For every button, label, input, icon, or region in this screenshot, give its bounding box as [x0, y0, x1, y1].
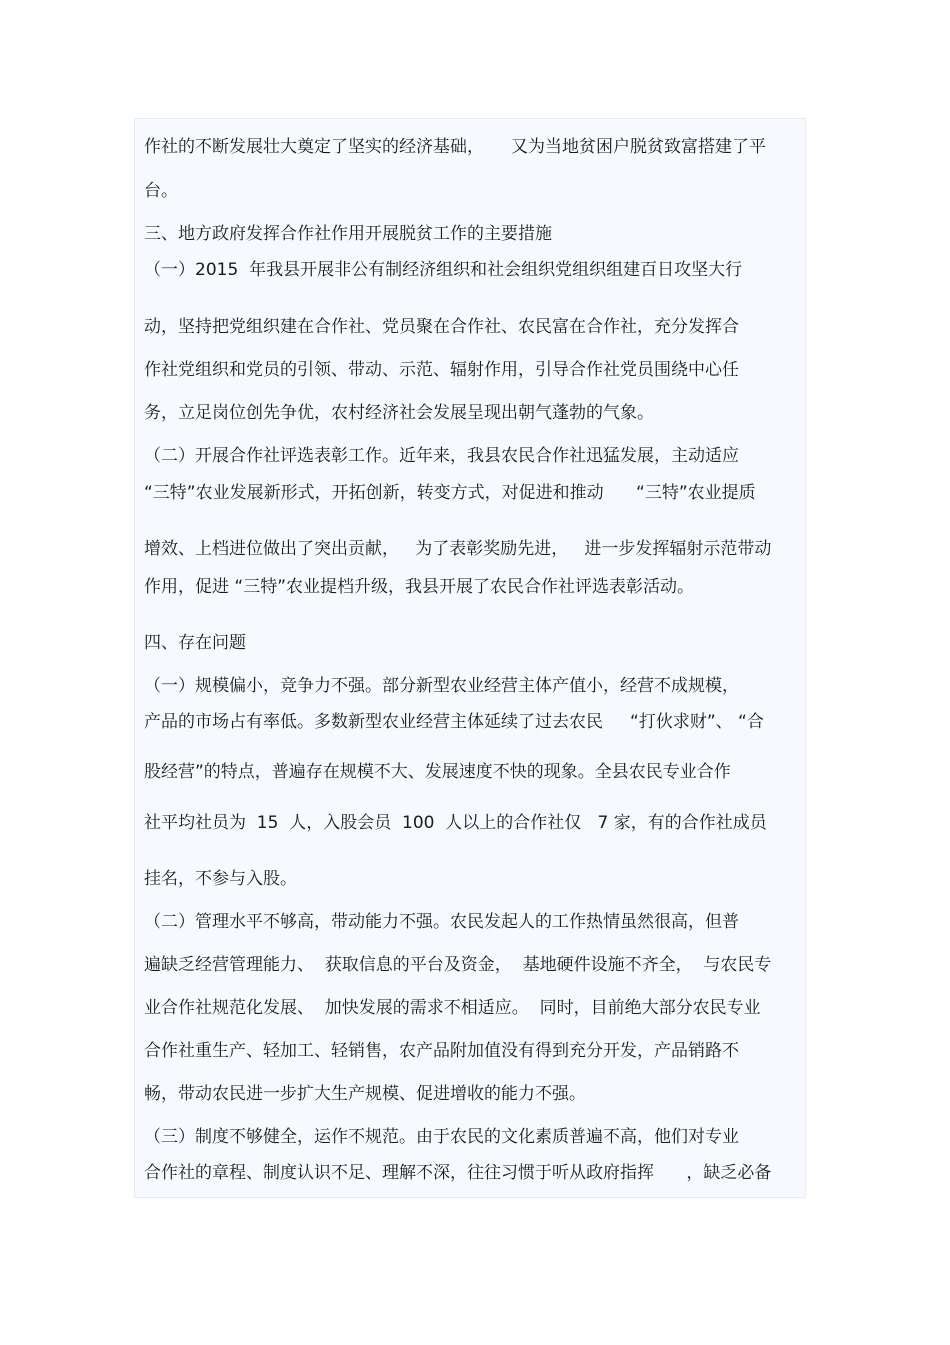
text-line: （一）规模偏小，竞争力不强。部分新型农业经营主体产值小，经营不成规模， [144, 676, 739, 696]
text-line: 动，坚持把党组织建在合作社、党员聚在合作社、农民富在合作社，充分发挥合 [144, 317, 739, 337]
section-heading: 三、地方政府发挥合作社作用开展脱贫工作的主要措施 [144, 224, 552, 244]
text-line: 合作社重生产、轻加工、轻销售，农产品附加值没有得到充分开发，产品销路不 [144, 1041, 739, 1061]
text-line: （三）制度不够健全，运作不规范。由于农民的文化素质普遍不高，他们对专业 [144, 1127, 739, 1147]
text-line: 挂名，不参与入股。 [144, 869, 297, 889]
text-line: 合作社的章程、制度认识不足、理解不深，往往习惯于听从政府指挥 ，缺乏必备 [144, 1163, 772, 1183]
text-line: 股经营”的特点，普遍存在规模不大、发展速度不快的现象。全县农民专业合作 [144, 762, 731, 782]
text-line: （二）管理水平不够高，带动能力不强。农民发起人的工作热情虽然很高，但普 [144, 912, 739, 932]
text-line: 务，立足岗位创先争优，农村经济社会发展呈现出朝气蓬勃的气象。 [144, 403, 654, 423]
text-line: （二）开展合作社评选表彰工作。近年来，我县农民合作社迅猛发展，主动适应 [144, 446, 739, 466]
text-line: 作社党组织和党员的引领、带动、示范、辐射作用，引导合作社党员围绕中心任 [144, 360, 739, 380]
text-line: 遍缺乏经营管理能力、 获取信息的平台及资金， 基地硬件设施不齐全， 与农民专 [144, 955, 772, 975]
text-line: 社平均社员为 15 人，入股会员 100 人以上的合作社仅 7 家，有的合作社成员 [144, 813, 767, 833]
text-line: 业合作社规范化发展、 加快发展的需求不相适应。 同时，目前绝大部分农民专业 [144, 998, 761, 1018]
text-line: 作社的不断发展壮大奠定了坚实的经济基础， 又为当地贫困户脱贫致富搭建了平 [144, 137, 767, 157]
text-line: 作用，促进 “三特”农业提档升级，我县开展了农民合作社评选表彰活动。 [144, 577, 695, 597]
text-line: 台。 [144, 181, 178, 201]
text-line: 畅，带动农民进一步扩大生产规模、促进增收的能力不强。 [144, 1084, 586, 1104]
text-line: 增效、上档进位做出了突出贡献， 为了表彰奖励先进， 进一步发挥辐射示范带动 [144, 539, 772, 559]
text-line: （一）2015 年我县开展非公有制经济组织和社会组织党组织组建百日攻坚大行 [144, 260, 743, 280]
section-heading: 四、存在问题 [144, 633, 246, 653]
text-line: “三特”农业发展新形式，开拓创新，转变方式，对促进和推动 “三特”农业提质 [144, 483, 756, 503]
text-line: 产品的市场占有率低。多数新型农业经营主体延续了过去农民 “打伙求财”、 “合 [144, 712, 764, 732]
